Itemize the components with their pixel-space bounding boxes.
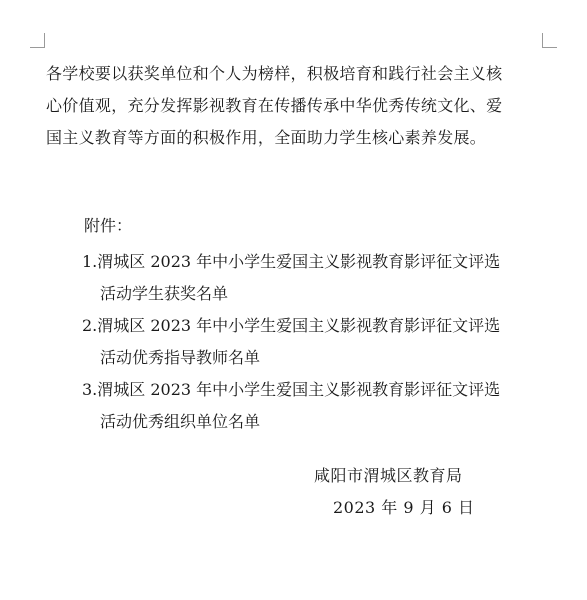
body-paragraph bbox=[46, 58, 546, 154]
body-line: 心价值观，充分发挥影视教育在传播传承中华优秀传统文化、爱 bbox=[46, 96, 503, 115]
attachment-title-line2: 活动学生获奖名单 bbox=[100, 284, 229, 303]
attachment-title-line2: 活动优秀指导教师名单 bbox=[100, 348, 261, 367]
attachment-item bbox=[82, 374, 552, 438]
attachment-item bbox=[82, 310, 552, 374]
crop-mark-top-right bbox=[542, 33, 557, 48]
signature-organization: 咸阳市渭城区教育局 bbox=[314, 466, 463, 485]
attachments-list bbox=[82, 246, 552, 438]
attachment-item bbox=[82, 246, 552, 310]
attachment-number: 1. bbox=[82, 252, 98, 271]
attachment-title-line1: 渭城区 2023 年中小学生爱国主义影视教育影评征文评选 bbox=[97, 252, 501, 271]
attachment-number: 2. bbox=[82, 316, 98, 335]
attachment-title-line1: 渭城区 2023 年中小学生爱国主义影视教育影评征文评选 bbox=[97, 316, 501, 335]
attachment-title-line1: 渭城区 2023 年中小学生爱国主义影视教育影评征文评选 bbox=[97, 380, 501, 399]
body-line: 各学校要以获奖单位和个人为榜样，积极培育和践行社会主义核 bbox=[46, 64, 503, 83]
body-line: 国主义教育等方面的积极作用，全面助力学生核心素养发展。 bbox=[46, 128, 487, 147]
signature-date: 2023 年 9 月 6 日 bbox=[333, 498, 475, 517]
attachment-title-line2: 活动优秀组织单位名单 bbox=[100, 412, 261, 431]
attachment-number: 3. bbox=[82, 380, 98, 399]
crop-mark-top-left bbox=[30, 33, 45, 48]
attachments-label: 附件： bbox=[84, 216, 133, 235]
